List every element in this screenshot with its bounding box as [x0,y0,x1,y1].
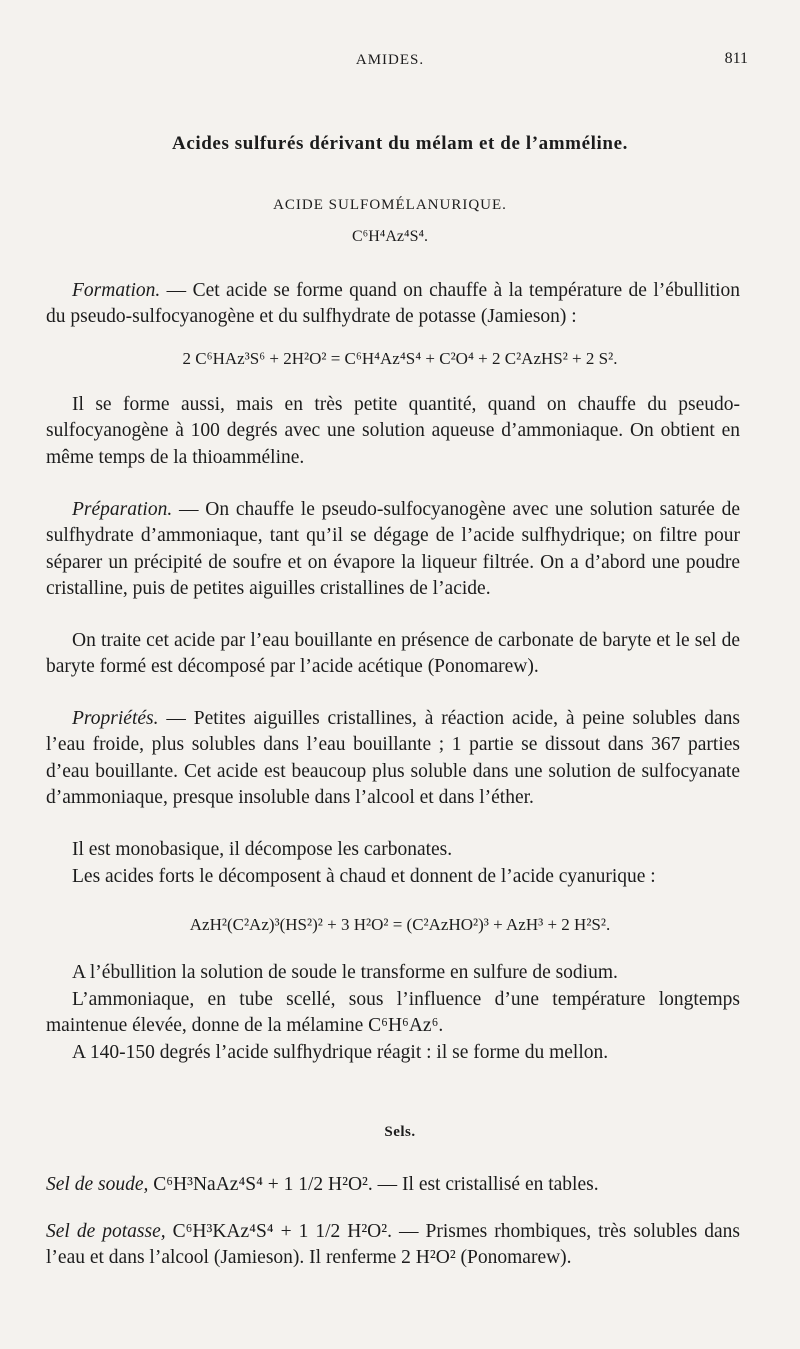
formation-text-2: Il se forme aussi, mais en très petite quantité, quand on chauffe du pseudo-sulfocyanogène à 100 degrés avec une solution aqueuse d’ammoniaque. On obtient en même temps de la thioamméline. [46,394,740,468]
proprietes-text-5: L’ammoniaque, en tube scellé, sous l’influence d’une température longtemps maintenue élevée, donne de la mélamine C⁶H⁶Az⁶. [46,989,740,1037]
formation-paragraph-2 [46,392,740,471]
formation-lead: Formation. [72,280,161,301]
preparation-paragraph [46,497,740,603]
proprietes-text-3: Les acides forts le décomposent à chaud et donnent de l’acide cyanurique : [72,866,656,887]
preparation-text-2: On traite cet acide par l’eau bouillante en présence de carbonate de baryte et le sel de baryte formé est décomposé par l’acide acétique (Ponomarew). [46,630,740,678]
sels-heading: Sels. [384,1124,416,1140]
formation-text: — Cet acide se forme quand on chauffe à la température de l’ébullition du pseudo-sulfocyanogène et du sulfhydrate de potasse (Jamieson) : [46,280,740,328]
preparation-lead: Préparation. [72,499,173,520]
sel-de-potasse-paragraph [46,1219,740,1272]
page-number: 811 [724,50,748,67]
proprietes-paragraph-3 [46,864,740,890]
proprietes-text: — Petites aiguilles cristallines, à réaction acide, à peine solubles dans l’eau froide, plus solubles dans l’eau bouillante ; 1 partie se dissout dans 367 parties d’eau bouillante. Cet acide est beaucoup plus soluble dans une solution de sulfocyanate d’ammoniaque, presque insoluble dans l’alcool et dans l’éther. [46,708,740,809]
sel-de-potasse-text: C⁶H³KAz⁴S⁴ + 1 1/2 H²O². — Prismes rhombiques, très solubles dans l’eau et dans l’alcool (Jamieson). Il renferme 2 H²O² (Ponomarew). [46,1221,740,1269]
proprietes-text-2: Il est monobasique, il décompose les carbonates. [72,839,453,860]
proprietes-paragraph-2 [46,837,740,863]
formation-paragraph [46,278,740,331]
formation-equation: 2 C⁶HAz³S⁶ + 2H²O² = C⁶H⁴Az⁴S⁴ + C²O⁴ + 2 C²AzHS² + 2 S². [182,349,618,368]
proprietes-paragraph [46,706,740,812]
proprietes-paragraph-4 [46,960,740,986]
sel-de-soude-text: C⁶H³NaAz⁴S⁴ + 1 1/2 H²O². — Il est cristallisé en tables. [148,1174,599,1195]
sel-de-soude-paragraph [46,1172,740,1198]
proprietes-text-4: A l’ébullition la solution de soude le transforme en sulfure de sodium. [72,962,618,983]
proprietes-text-6: A 140-150 degrés l’acide sulfhydrique réagit : il se forme du mellon. [72,1042,609,1063]
proprietes-equation: AzH²(C²Az)³(HS²)² + 3 H²O² = (C²AzHO²)³ + AzH³ + 2 H²S². [189,915,611,934]
compound-name: ACIDE SULFOMÉLANURIQUE. [273,197,507,213]
sel-de-potasse-lead: Sel de potasse, [46,1221,166,1242]
preparation-paragraph-2 [46,628,740,681]
proprietes-lead: Propriétés. [72,708,159,729]
proprietes-paragraph-6 [46,1040,740,1066]
sel-de-soude-lead: Sel de soude, [46,1174,149,1195]
compound-formula: C⁶H⁴Az⁴S⁴. [351,228,429,245]
proprietes-paragraph-5 [46,987,740,1040]
section-title: Acides sulfurés dérivant du mélam et de l’amméline. [172,133,628,154]
preparation-text: — On chauffe le pseudo-sulfocyanogène avec une solution saturée de sulfhydrate d’ammoniaque, tant qu’il se dégage de l’acide sulfhydrique; on filtre pour séparer un précipité de soufre et on évapore la liqueur filtrée. On a d’abord une poudre cristalline, puis de petites aiguilles cristallines de l’acide. [46,499,740,600]
running-title: AMIDES. [355,52,425,68]
